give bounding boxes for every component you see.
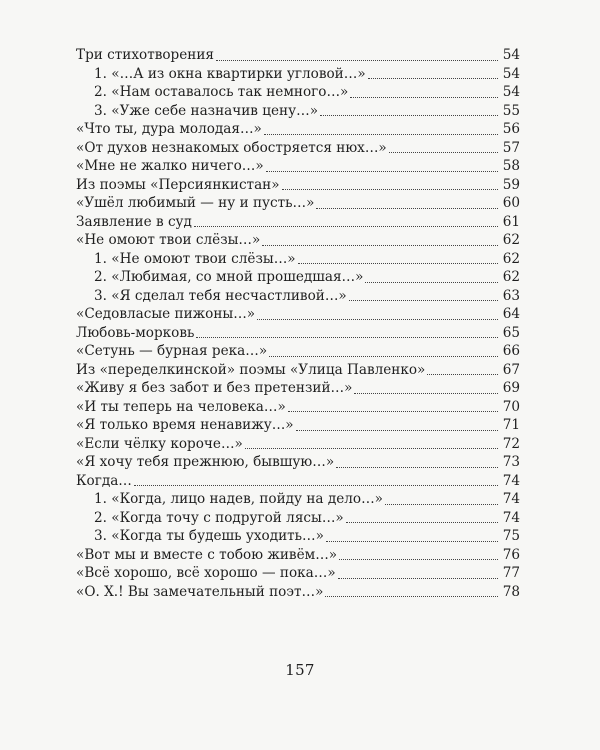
dot-leader	[245, 448, 498, 449]
toc-entry	[76, 509, 520, 528]
toc-entry-page: 62	[502, 232, 520, 248]
toc-entry-title: 1. «…А из окна квартирки угловой…»	[94, 65, 366, 82]
toc-entry	[76, 583, 520, 602]
toc-entry-title: «Мне не жалко ничего…»	[76, 158, 264, 174]
toc-entry-title: 1. «Когда, лицо надев, пойду на дело…»	[94, 491, 383, 507]
dot-leader	[298, 263, 498, 264]
toc-entry-page: 70	[502, 398, 520, 415]
toc-entry-page: 62	[502, 269, 520, 285]
toc-entry-page: 66	[502, 343, 520, 359]
toc-entry-title: «О. Х.! Вы замечательный поэт…»	[76, 583, 324, 600]
toc-entry-title: Заявление в суд	[76, 213, 192, 230]
dot-leader	[316, 208, 498, 209]
toc-entry-title: «Ушёл любимый — ну и пусть…»	[76, 195, 315, 211]
toc-entry-page: 74	[502, 491, 520, 507]
toc-entry-title: 2. «Когда точу с подругой лясы…»	[94, 509, 344, 526]
toc-entry-page: 77	[502, 565, 520, 581]
toc-entry-page: 74	[502, 472, 520, 489]
toc-entry-page: 63	[502, 287, 520, 304]
toc-entry	[76, 379, 520, 398]
toc-entry-page: 54	[502, 84, 520, 100]
dot-leader	[338, 578, 498, 579]
toc-entry	[76, 342, 520, 361]
toc-entry-title: «Всё хорошо, всё хорошо — пока…»	[76, 565, 336, 581]
dot-leader	[365, 282, 498, 283]
dot-leader	[264, 134, 498, 135]
toc-entry-page: 72	[502, 435, 520, 452]
dot-leader	[257, 319, 498, 320]
toc-entry-title: «Седовласые пижоны…»	[76, 306, 256, 322]
toc-entry	[76, 194, 520, 213]
toc-entry-page: 74	[502, 509, 520, 526]
toc-entry	[76, 490, 520, 509]
toc-entry-page: 64	[502, 306, 520, 322]
toc-entry	[76, 102, 520, 121]
toc-entry-title: 2. «Нам оставалось так немного…»	[94, 84, 349, 100]
toc-entry	[76, 157, 520, 176]
toc-entry	[76, 213, 520, 232]
dot-leader	[325, 596, 498, 597]
dot-leader	[349, 300, 498, 301]
table-of-contents	[76, 46, 520, 601]
toc-entry-title: «Если чёлку короче…»	[76, 435, 243, 452]
toc-entry	[76, 416, 520, 435]
toc-entry-page: 60	[502, 195, 520, 211]
toc-entry-title: «Что ты, дура молодая…»	[76, 121, 262, 137]
toc-entry-page: 62	[502, 250, 520, 267]
toc-entry	[76, 564, 520, 583]
toc-entry	[76, 231, 520, 250]
toc-entry-title: 3. «Когда ты будешь уходить…»	[94, 528, 324, 544]
dot-leader	[389, 152, 498, 153]
toc-entry	[76, 361, 520, 380]
toc-entry-page: 69	[502, 380, 520, 396]
toc-entry-title: Любовь-морковь	[76, 324, 195, 341]
toc-entry	[76, 176, 520, 195]
toc-entry-page: 76	[502, 546, 520, 563]
toc-entry-title: «И ты теперь на человека…»	[76, 398, 286, 415]
toc-entry-title: «От духов незнакомых обостряется нюх…»	[76, 139, 387, 156]
toc-entry-title: 3. «Уже себе назначив цену…»	[94, 102, 319, 119]
toc-entry	[76, 268, 520, 287]
page-number: 157	[285, 661, 315, 679]
toc-entry	[76, 453, 520, 472]
toc-entry-page: 54	[502, 47, 520, 63]
toc-entry	[76, 546, 520, 565]
toc-entry-title: Из «переделкинской» поэмы «Улица Павленко»	[76, 361, 426, 378]
toc-entry	[76, 305, 520, 324]
dot-leader	[385, 504, 498, 505]
dot-leader	[266, 171, 498, 172]
toc-entry-page: 73	[502, 454, 520, 470]
dot-leader	[262, 245, 498, 246]
dot-leader	[282, 189, 498, 190]
toc-entry-title: 3. «Я сделал тебя несчастливой…»	[94, 287, 347, 304]
toc-entry-page: 61	[502, 213, 520, 230]
toc-entry-page: 71	[502, 417, 520, 433]
toc-entry-title: «Вот мы и вместе с тобою живём…»	[76, 546, 338, 563]
dot-leader	[427, 374, 498, 375]
toc-entry-title: «Я только время ненавижу…»	[76, 417, 294, 433]
toc-entry-page: 59	[502, 176, 520, 193]
toc-entry	[76, 250, 520, 269]
dot-leader	[196, 337, 498, 338]
toc-entry-title: Три стихотворения	[76, 47, 214, 63]
toc-entry-page: 65	[502, 324, 520, 341]
dot-leader	[354, 393, 498, 394]
dot-leader	[346, 522, 498, 523]
toc-entry-page: 78	[502, 583, 520, 600]
toc-entry	[76, 324, 520, 343]
toc-entry	[76, 398, 520, 417]
dot-leader	[320, 115, 498, 116]
dot-leader	[134, 485, 498, 486]
toc-entry	[76, 46, 520, 65]
toc-entry-page: 58	[502, 158, 520, 174]
toc-entry	[76, 139, 520, 158]
toc-entry-title: «Сетунь — бурная река…»	[76, 343, 268, 359]
dot-leader	[368, 78, 498, 79]
dot-leader	[336, 467, 498, 468]
toc-entry-title: 2. «Любимая, со мной прошедшая…»	[94, 269, 364, 285]
toc-entry	[76, 120, 520, 139]
toc-entry	[76, 527, 520, 546]
toc-entry-page: 54	[502, 65, 520, 82]
dot-leader	[296, 430, 498, 431]
toc-entry-page: 67	[502, 361, 520, 378]
toc-entry-page: 55	[502, 102, 520, 119]
dot-leader	[350, 97, 498, 98]
toc-entry-title: «Живу я без забот и без претензий…»	[76, 380, 353, 396]
toc-entry	[76, 472, 520, 491]
dot-leader	[216, 60, 498, 61]
toc-entry-title: Когда…	[76, 472, 132, 489]
toc-entry-page: 56	[502, 121, 520, 137]
toc-entry-title: «Не омоют твои слёзы…»	[76, 232, 261, 248]
toc-entry	[76, 287, 520, 306]
toc-entry-page: 75	[502, 528, 520, 544]
dot-leader	[269, 356, 498, 357]
dot-leader	[326, 541, 498, 542]
toc-entry	[76, 435, 520, 454]
dot-leader	[339, 559, 498, 560]
dot-leader	[288, 411, 498, 412]
toc-entry-page: 57	[502, 139, 520, 156]
toc-entry-title: «Я хочу тебя прежнюю, бывшую…»	[76, 454, 335, 470]
dot-leader	[194, 226, 498, 227]
toc-entry	[76, 83, 520, 102]
toc-entry-title: Из поэмы «Персиянкистан»	[76, 176, 280, 193]
toc-entry	[76, 65, 520, 84]
toc-entry-title: 1. «Не омоют твои слёзы…»	[94, 250, 296, 267]
